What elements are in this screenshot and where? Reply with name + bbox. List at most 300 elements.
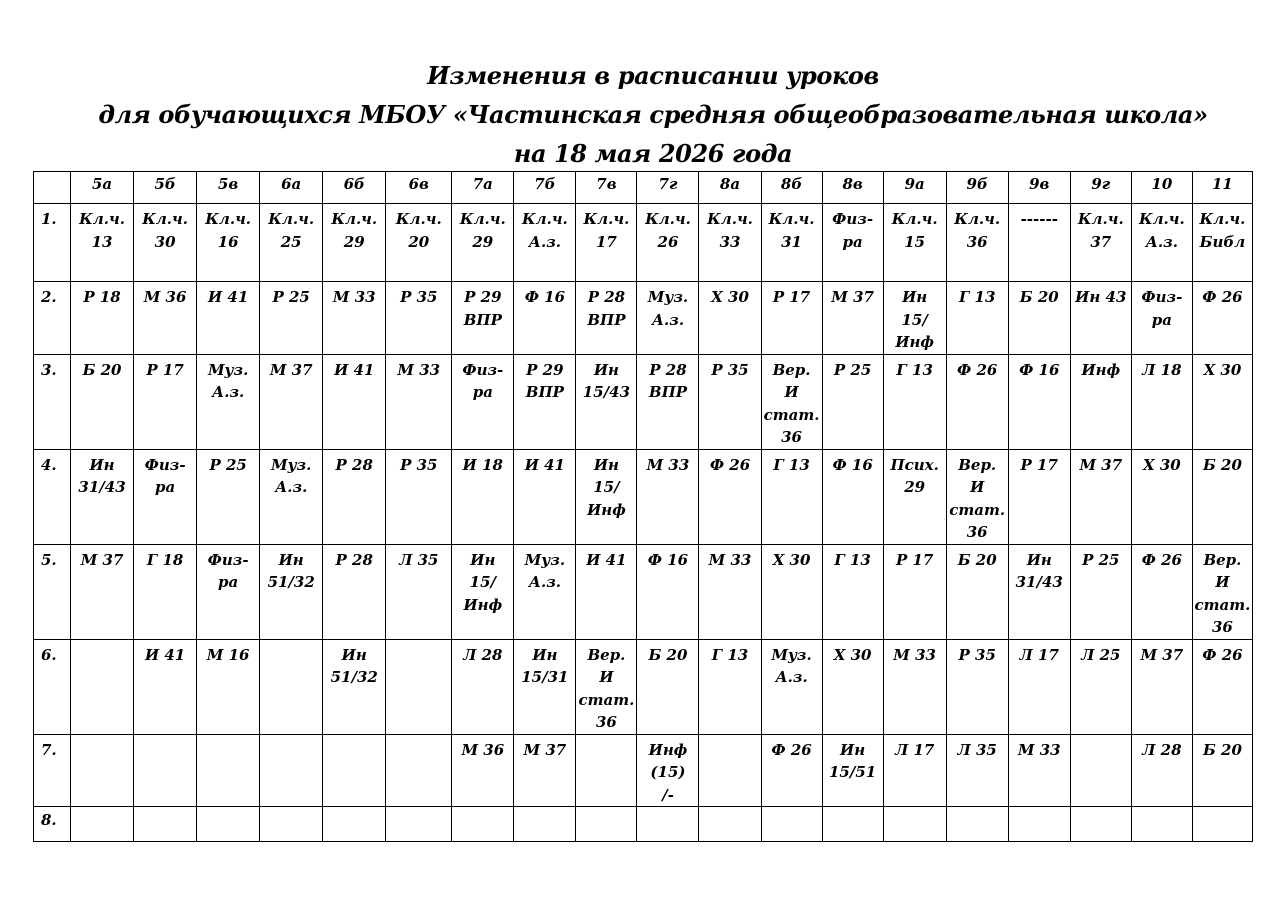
class-header: 8в	[822, 172, 883, 204]
lesson-cell	[576, 544, 637, 639]
lesson-cell	[1070, 639, 1131, 734]
class-header: 8б	[761, 172, 822, 204]
lesson-cell	[323, 282, 386, 355]
lesson-cell	[197, 807, 260, 842]
lesson-cell	[386, 282, 452, 355]
lesson-cell	[822, 204, 883, 282]
lesson-cell-text: Ин 15/ Инф	[463, 550, 503, 614]
lesson-cell-text: Ин 51/32	[267, 550, 315, 591]
lesson-cell-text: Р 17	[1020, 455, 1058, 474]
lesson-row	[34, 204, 1253, 282]
lesson-cell	[514, 449, 576, 544]
lesson-cell	[71, 354, 134, 449]
lesson-cell-text: Кл.ч. Библ	[1199, 210, 1246, 251]
lesson-cell	[71, 449, 134, 544]
lesson-cell	[761, 204, 822, 282]
lesson-cell	[761, 734, 822, 807]
lesson-cell	[1008, 734, 1070, 807]
lesson-cell-text: Х 30	[1142, 455, 1181, 474]
class-header: 7а	[452, 172, 514, 204]
lesson-cell-text: Кл.ч. 25	[268, 210, 315, 251]
lesson-cell-text: Р 25	[272, 288, 310, 306]
lesson-cell	[1008, 354, 1070, 449]
lesson-cell	[197, 449, 260, 544]
lesson-cell-text: Р 25	[833, 360, 872, 379]
lesson-number: 2.	[34, 282, 71, 355]
lesson-cell	[1192, 639, 1252, 734]
lesson-cell-text: Физ- ра	[207, 550, 249, 591]
lesson-cell	[323, 449, 386, 544]
lesson-row	[34, 734, 1253, 807]
lesson-cell	[386, 354, 452, 449]
lesson-cell	[197, 639, 260, 734]
lesson-cell	[514, 282, 576, 355]
class-header: 9а	[883, 172, 946, 204]
lesson-cell	[134, 449, 197, 544]
lesson-cell	[699, 449, 761, 544]
lesson-cell	[1070, 282, 1131, 355]
lesson-cell-text: Ин 15/ Инф	[895, 288, 934, 351]
lesson-cell	[883, 354, 946, 449]
lesson-cell	[883, 544, 946, 639]
lesson-cell	[946, 734, 1008, 807]
lesson-cell-text: Р 28 ВПР	[648, 360, 688, 401]
class-header: 5в	[197, 172, 260, 204]
lesson-cell	[452, 354, 514, 449]
lesson-cell	[260, 639, 323, 734]
lesson-cell	[514, 639, 576, 734]
lesson-cell-text: Б 20	[1202, 740, 1242, 759]
lesson-cell	[260, 807, 323, 842]
lesson-cell	[452, 734, 514, 807]
lesson-cell	[514, 807, 576, 842]
lesson-cell-text: Кл.ч. 30	[142, 210, 188, 251]
lesson-row	[34, 544, 1253, 639]
lesson-cell	[1070, 734, 1131, 807]
lesson-cell-text: Кл.ч. 26	[645, 210, 691, 251]
lesson-cell-text: Вер. И стат. 36	[763, 360, 820, 446]
class-header: 6б	[323, 172, 386, 204]
class-header: 5б	[134, 172, 197, 204]
lesson-cell	[637, 734, 699, 807]
lesson-cell-text: М 33	[893, 645, 936, 664]
lesson-cell-text: Р 35	[958, 645, 996, 664]
lesson-cell-text: Б 20	[1202, 455, 1242, 474]
class-header: 5а	[71, 172, 134, 204]
lesson-cell-text: Кл.ч. 37	[1077, 210, 1124, 251]
lesson-cell-text: Р 29 ВПР	[463, 288, 502, 329]
lesson-cell	[761, 282, 822, 355]
lesson-cell	[386, 544, 452, 639]
lesson-cell	[260, 354, 323, 449]
lesson-cell-text: Кл.ч. 36	[954, 210, 1001, 251]
lesson-cell	[946, 354, 1008, 449]
lesson-cell	[452, 204, 514, 282]
lesson-cell-text: Инф (15) /-	[648, 740, 688, 804]
class-header: 11	[1192, 172, 1252, 204]
lesson-number: 5.	[34, 544, 71, 639]
lesson-cell	[260, 282, 323, 355]
lesson-cell	[452, 807, 514, 842]
lesson-cell	[822, 639, 883, 734]
lesson-cell	[1131, 282, 1192, 355]
lesson-row	[34, 639, 1253, 734]
lesson-number: 3.	[34, 354, 71, 449]
lesson-cell-text: М 33	[708, 550, 752, 569]
lesson-cell	[386, 639, 452, 734]
lesson-cell	[1008, 449, 1070, 544]
lesson-cell	[1192, 204, 1252, 282]
lesson-cell	[576, 449, 637, 544]
lesson-cell-text: Л 17	[1019, 645, 1059, 664]
class-header: 7в	[576, 172, 637, 204]
lesson-cell-text: Р 18	[83, 288, 121, 306]
lesson-row	[34, 282, 1253, 355]
lesson-cell-text: Ин 15/31	[521, 645, 569, 686]
lesson-cell-text: Инф	[1081, 360, 1121, 379]
lesson-cell	[386, 449, 452, 544]
lesson-number: 6.	[34, 639, 71, 734]
lesson-cell	[514, 734, 576, 807]
lesson-cell-text: ------	[1020, 210, 1058, 228]
lesson-cell-text: Г 13	[834, 550, 871, 569]
lesson-cell-text: Муз. А.з.	[270, 455, 312, 496]
lesson-cell	[637, 354, 699, 449]
lesson-cell	[134, 544, 197, 639]
lesson-cell	[883, 734, 946, 807]
lesson-cell-text: Л 28	[1142, 740, 1182, 759]
lesson-cell	[1070, 807, 1131, 842]
lesson-cell-text: Физ- ра	[832, 210, 874, 251]
lesson-cell-text: Ин 15/ Инф	[587, 455, 626, 519]
lesson-cell-text: Б 20	[957, 550, 997, 569]
lesson-cell	[71, 282, 134, 355]
lesson-cell-text: Л 35	[957, 740, 997, 759]
lesson-cell	[71, 734, 134, 807]
lesson-number: 7.	[34, 734, 71, 807]
class-header: 10	[1131, 172, 1192, 204]
lesson-cell-text: Б 20	[648, 645, 688, 664]
lesson-cell	[761, 354, 822, 449]
lesson-cell	[946, 807, 1008, 842]
lesson-cell-text: Кл.ч. 20	[395, 210, 442, 251]
lesson-cell-text: М 37	[269, 360, 313, 379]
lesson-number: 4.	[34, 449, 71, 544]
lesson-cell-text: Л 17	[894, 740, 935, 759]
lesson-cell-text: Р 17	[895, 550, 934, 569]
lesson-cell-text: Л 25	[1081, 645, 1121, 664]
lesson-cell	[699, 807, 761, 842]
lesson-row	[34, 807, 1253, 842]
lesson-cell	[1008, 204, 1070, 282]
lesson-cell-text: М 33	[332, 288, 376, 306]
lesson-number: 8.	[34, 807, 71, 842]
lesson-cell	[822, 807, 883, 842]
lesson-cell	[323, 204, 386, 282]
lesson-cell-text: И 41	[524, 455, 565, 474]
header-row	[34, 172, 1253, 204]
lesson-cell-text: Л 18	[1142, 360, 1182, 379]
lesson-cell	[452, 282, 514, 355]
lesson-cell	[197, 354, 260, 449]
lesson-cell	[946, 639, 1008, 734]
lesson-cell	[576, 734, 637, 807]
title-line-2: для обучающихся МБОУ «Частинская средняя общеобразовательная школа»	[98, 100, 1208, 129]
lesson-cell	[323, 734, 386, 807]
lesson-cell-text: М 37	[1079, 455, 1123, 474]
lesson-cell-text: Физ- ра	[144, 455, 186, 496]
lesson-cell-text: М 33	[397, 360, 441, 379]
lesson-cell-text: М 37	[523, 740, 567, 759]
lesson-cell-text: Кл.ч. 17	[583, 210, 630, 251]
lesson-cell-text: Р 28	[335, 455, 373, 474]
lesson-cell	[452, 544, 514, 639]
lesson-cell	[197, 734, 260, 807]
lesson-cell-text: Кл.ч. 31	[768, 210, 815, 251]
lesson-cell	[1192, 807, 1252, 842]
lesson-cell	[386, 734, 452, 807]
lesson-cell	[1192, 354, 1252, 449]
lesson-cell	[452, 639, 514, 734]
title-line-1: Изменения в расписании уроков	[427, 61, 879, 90]
lesson-cell-text: Р 29 ВПР	[525, 360, 564, 401]
lesson-row	[34, 449, 1253, 544]
lesson-cell-text: Муз. А.з.	[524, 550, 566, 591]
lesson-cell-text: Б 20	[1019, 288, 1059, 306]
lesson-cell	[197, 282, 260, 355]
lesson-cell-text: Л 35	[399, 550, 439, 569]
class-header: 8а	[699, 172, 761, 204]
lesson-cell-text: М 33	[1017, 740, 1061, 759]
lesson-cell	[946, 544, 1008, 639]
lesson-cell-text: Р 17	[146, 360, 184, 379]
lesson-cell	[883, 204, 946, 282]
lesson-cell	[1192, 544, 1252, 639]
lesson-cell	[883, 807, 946, 842]
class-header: 7г	[637, 172, 699, 204]
lesson-cell	[822, 544, 883, 639]
lesson-cell	[637, 807, 699, 842]
lesson-cell	[1131, 354, 1192, 449]
lesson-cell	[883, 449, 946, 544]
lesson-cell	[637, 204, 699, 282]
lesson-cell	[1192, 282, 1252, 355]
lesson-cell	[946, 449, 1008, 544]
lesson-cell	[822, 449, 883, 544]
lesson-cell	[883, 282, 946, 355]
lesson-cell-text: Кл.ч. А.з.	[521, 210, 568, 251]
lesson-cell	[260, 544, 323, 639]
lesson-cell	[699, 734, 761, 807]
lesson-cell	[323, 639, 386, 734]
class-header: 7б	[514, 172, 576, 204]
lesson-cell	[197, 544, 260, 639]
lesson-cell-text: Ин 15/51	[828, 740, 877, 781]
lesson-cell	[386, 204, 452, 282]
lesson-cell	[134, 807, 197, 842]
schedule-table	[33, 171, 1253, 842]
class-header: 6а	[260, 172, 323, 204]
lesson-cell-text: М 36	[461, 740, 505, 759]
lesson-cell	[822, 354, 883, 449]
lesson-cell	[576, 354, 637, 449]
header-corner-cell	[34, 172, 71, 204]
lesson-cell-text: Ф 16	[832, 455, 873, 474]
lesson-cell	[514, 204, 576, 282]
lesson-cell	[1131, 807, 1192, 842]
class-header: 6в	[386, 172, 452, 204]
lesson-cell	[1070, 204, 1131, 282]
lesson-cell-text: Р 25	[1082, 550, 1120, 569]
lesson-cell	[1131, 639, 1192, 734]
lesson-cell-text: Муз. А.з.	[647, 288, 689, 329]
lesson-cell	[1070, 449, 1131, 544]
lesson-cell	[134, 639, 197, 734]
lesson-cell-text: Ф 16	[524, 288, 566, 306]
title-line-3: на 18 мая 2026 года	[513, 139, 793, 168]
lesson-cell	[71, 204, 134, 282]
lesson-cell-text: М 16	[206, 645, 250, 664]
lesson-cell-text: Кл.ч. 33	[707, 210, 753, 251]
lesson-cell-text: Г 13	[958, 288, 996, 306]
lesson-cell	[1192, 734, 1252, 807]
lesson-cell	[134, 204, 197, 282]
lesson-cell	[761, 807, 822, 842]
lesson-cell	[576, 807, 637, 842]
class-header: 9в	[1008, 172, 1070, 204]
lesson-cell-text: Кл.ч. 29	[331, 210, 378, 251]
lesson-cell	[576, 639, 637, 734]
lesson-row	[34, 354, 1253, 449]
lesson-cell-text: Р 28 ВПР	[587, 288, 626, 329]
lesson-cell-text: Физ- ра	[462, 360, 504, 401]
lesson-cell-text: Р 35	[400, 288, 438, 306]
lesson-cell	[883, 639, 946, 734]
lesson-cell-text: Ин 43	[1075, 288, 1127, 306]
lesson-cell	[134, 734, 197, 807]
lesson-cell	[260, 204, 323, 282]
lesson-cell	[1192, 449, 1252, 544]
lesson-cell	[514, 544, 576, 639]
lesson-cell	[1008, 639, 1070, 734]
lesson-cell	[1131, 204, 1192, 282]
lesson-number: 1.	[34, 204, 71, 282]
lesson-cell	[1131, 734, 1192, 807]
lesson-cell	[1070, 544, 1131, 639]
lesson-cell	[637, 544, 699, 639]
lesson-cell	[946, 282, 1008, 355]
lesson-cell	[323, 354, 386, 449]
lesson-cell-text: Ф 16	[647, 550, 689, 569]
lesson-cell	[699, 354, 761, 449]
lesson-cell-text: Псих. 29	[890, 455, 939, 496]
lesson-cell	[71, 807, 134, 842]
lesson-cell-text: И 41	[207, 288, 249, 306]
lesson-cell-text: Б 20	[82, 360, 122, 379]
lesson-cell-text: Л 28	[463, 645, 503, 664]
lesson-cell-text: Кл.ч. 16	[205, 210, 252, 251]
lesson-cell	[761, 639, 822, 734]
lesson-cell	[761, 449, 822, 544]
lesson-cell-text: Кл.ч. 15	[891, 210, 938, 251]
lesson-cell	[514, 354, 576, 449]
lesson-cell-text: И 18	[462, 455, 503, 474]
lesson-cell	[699, 204, 761, 282]
lesson-cell-text: Кл.ч. 13	[79, 210, 125, 251]
lesson-cell-text: Кл.ч. А.з.	[1138, 210, 1185, 251]
lesson-cell-text: Вер. И стат. 36	[578, 645, 635, 731]
lesson-cell-text: Вер. И стат. 36	[1194, 550, 1251, 636]
lesson-cell	[637, 449, 699, 544]
lesson-cell-text: И 41	[144, 645, 186, 664]
lesson-cell-text: Ф 26	[771, 740, 812, 759]
lesson-cell-text: Х 30	[1203, 360, 1242, 379]
lesson-cell-text: Ф 16	[1019, 360, 1060, 379]
lesson-cell	[260, 449, 323, 544]
lesson-cell-text: Ин 15/43	[582, 360, 631, 401]
lesson-cell-text: М 37	[831, 288, 874, 306]
lesson-cell-text: Г 13	[711, 645, 749, 664]
lesson-cell-text: М 36	[143, 288, 187, 306]
lesson-cell	[260, 734, 323, 807]
lesson-cell-text: Р 17	[772, 288, 811, 306]
lesson-cell-text: М 37	[80, 550, 124, 569]
lesson-cell	[822, 734, 883, 807]
lesson-cell-text: Х 30	[711, 288, 749, 306]
lesson-cell-text: М 33	[646, 455, 690, 474]
lesson-cell-text: Р 25	[209, 455, 247, 474]
lesson-cell	[1008, 544, 1070, 639]
lesson-cell	[761, 544, 822, 639]
lesson-cell	[699, 639, 761, 734]
lesson-cell	[197, 204, 260, 282]
lesson-cell-text: Физ- ра	[1141, 288, 1183, 329]
lesson-cell	[946, 204, 1008, 282]
lesson-cell	[386, 807, 452, 842]
lesson-cell-text: Ин 31/43	[1015, 550, 1063, 591]
lesson-cell	[637, 639, 699, 734]
lesson-cell	[637, 282, 699, 355]
document-title	[0, 56, 1280, 173]
lesson-cell-text: Р 35	[711, 360, 749, 379]
lesson-cell-text: Ф 26	[709, 455, 751, 474]
lesson-cell-text: М 37	[1140, 645, 1184, 664]
lesson-cell-text: Г 13	[773, 455, 810, 474]
lesson-cell	[71, 544, 134, 639]
lesson-cell	[1008, 282, 1070, 355]
lesson-cell-text: Ф 26	[1141, 550, 1182, 569]
lesson-cell-text: Ин 51/32	[330, 645, 378, 686]
lesson-cell-text: Кл.ч. 29	[459, 210, 506, 251]
lesson-cell	[1008, 807, 1070, 842]
lesson-cell	[323, 807, 386, 842]
lesson-cell-text: Р 35	[400, 455, 438, 474]
lesson-cell-text: Ф 26	[1202, 645, 1243, 664]
lesson-cell-text: И 41	[334, 360, 375, 379]
class-header: 9б	[946, 172, 1008, 204]
lesson-cell	[71, 639, 134, 734]
lesson-cell	[134, 354, 197, 449]
lesson-cell-text: Р 28	[335, 550, 373, 569]
lesson-cell-text: Ин 31/43	[78, 455, 126, 496]
lesson-cell-text: Вер. И стат. 36	[949, 455, 1006, 541]
lesson-cell-text: И 41	[586, 550, 627, 569]
lesson-cell	[323, 544, 386, 639]
lesson-cell-text: Ф 26	[1202, 288, 1243, 306]
lesson-cell-text: Муз. А.з.	[771, 645, 812, 686]
lesson-cell-text: Муз. А.з.	[207, 360, 249, 401]
lesson-cell	[1131, 449, 1192, 544]
